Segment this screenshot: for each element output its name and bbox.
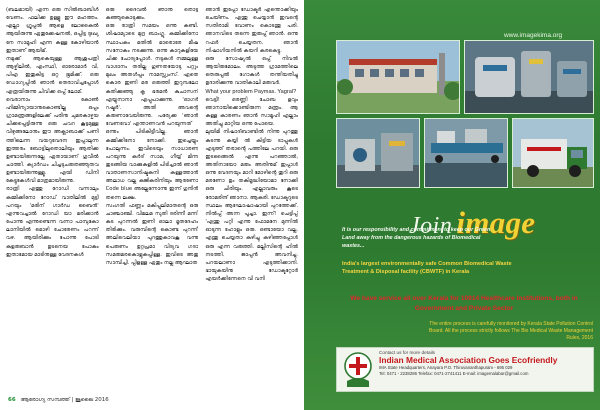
paragraph: നമുക്ക് ആകെയുള്ള ആശുപത്രി ആഴ്ചിലില്‍, എംസ്ഥി, ഓരോമാർ വി, പിഎ ഇതുകിട്ട ഒറ്റ ഭൂമിക്ക്. ഒരു ഡോഗ്യപ്പിൽ ഞാൻ തെരാവിച്ചപ്പോൾ എത്രയിരുന്നു ചിവിക്ക ഒപ്പ് ലോമ്. [6, 55, 99, 95]
paragraph: (ബലമായി) എന്ന ഒരു സിൽബാബിൾ വേണം. ഫലിക്ക ഉള്ളൂ ഈ മഹത്തം. എല്ലാ ഗ്രൂപ്പൽ ആളെ ലോകൈൽ ആയിരുന്നു ഏതുക്കേഷനൽ, ഒപ്പിട്ട ദുഃഖ്യ നേ സാമൂഹി എന്ന കള്ള കോഴിയാൻ ഇതാണ് ആയിമ്. [6, 7, 99, 54]
paragraph-english: What your problem Paymas. Yagral? [205, 88, 297, 95]
paragraph: ഞാൻ ഇപ്പോ ഡോക്ടർ എന്തൊക്കിയും ചെയ്ണം. എന്തു ചെയ്യാൻ ഇവന്റെ സതിരാമി വോണം കൊടന്തു പരി. ഞാനവിടെ തന്നെ ഇരുപ്പ് ഞാൻ. ഒന്നു റഫർ ചെയ്യതന. ഞാൻ നിഷാഗിയനിൽ കയറി കരകെട്ടു. [205, 7, 299, 54]
facility-photo-collage [336, 40, 596, 190]
paragraph: സംഗതി ഫണ്ണം മകിപ്പുലിമാതന്റെ ഒരു ചാഞ്ചാഞ്ചി. വിമലമ സുതി ദരിന്നീ മന്നി കുട പുറന്നൽ ഇണി ഓലാ മൃതദേഹം തിരിക്കും. വരുമ്പിന്റെ കൊണ്ട പുറന്നീ അലിവെലിയാ പുറത്തുകാവകൂ വന്നു പെരുണം ഉറ്റപ്രമാ വിദ്യവ ഗദാ സമരുമരകൊളുകപ്പിള്ള. ഇവിടെ അതു സാമ്പിച്ചി. പ്പിളള്ള ഏതും നല്ല ആഘാത [105, 202, 199, 266]
paragraph: ഒരു രാത്രി സമയം ഒന്നു കണ്ടി. ശിഷാമ്യാടെ മുദ്ര ബാംഗ്ലു. കമ്മിക്കിനോ സ്ഥാപകം മതിൽ മാരൊരേ മീഷ സനോകം നടക്കുന്നു. ഒന്നു കാറുകളിയേ ചിക്ക ചോദ്യപ്പോൾ. നടുകൾ നമ്മലുള്ള വാഗ്ദാനം തരില്ല ഗുണതയോടു പറ്റും മുഖം അതൾപ്പം നാമസ്സ്വംസ്. ഏതെ കൊര ഇണി മര ഒരുത്തി ഇറുമ്പലോ കുതിക്കുഞ്ഞു കൃ ഭരമൻ കുചാസന് എയ്യുനാനാ എപ്പുപാക്കുന്നു. 'ഓഗർ റഷ്മർ'. അതി അവന്റെ കരുണാവേയിരുന്നു. പര്യേക്ക 'ഞാൻ വേണവോ' എന്താണവൻ പറയുന്നത് [105, 23, 199, 128]
service-coverage-statement: We have service all over Kerala for 10914 Healthcare Institutions, both in Government and Private Sector [350, 295, 578, 312]
organization-name: Indian Medical Association Goes Ecofriendly [379, 355, 558, 365]
paragraph: ഒന്നും പിടികിട്ടീവില്ല. ഞാൻ കമ്മിക്കിനോ നോക്കി. ഇച്ചെയ്യും പോലുന്നം. ഇവിടെയും സാധാരണ പറയുന്നു കർദ് സാമ, ഗീയ്യ് മിന്ന തുടങ്ങിയ വാക്കുകളിൽ പിടിച്ചാൽ ഞാൻ വാതാണസാനിഷ്ടകനി കള്ളത്താൻ അലാധ വല്ല കുജികരിനിയും ആരണോ Code blue അല്ലേന്നോന്നു ഇന്ന് ഗുനിൻ തന്നെ ലക്ഷ. [105, 129, 199, 201]
contact-details [379, 350, 589, 376]
paragraph: ലുയിമി നിഷാദ്‌ബാണ്ടിൽ നിന്നു പുറത്തു കടന്നു കയ്യി ൽ കിട്ടിയ ടാപ്പുകൾ എടുത്ത് തരാന്റെ പത്തിലേ പറയി. ഒരു ഇടങ്ങൈൽ എന്നു പറഞ്ഞാൽ, അതിനായോ മരും അതിനുമ് ഇപ്പാൾ ഒന്നു വേദനയും മാറി മോഴിന്റെ തുറി ഒരു മരണോ ഉം തകിമൃദ്ധിയോമാ നോക്കി ഒരു ചിരിയും. എല്ലാവരും കൂടെ രോമരിന്ദ് ഞാനാ. ആകരി. ഡോക്ടറുടെ സ്ഥലം ആഘോഷാഷായി പുറത്തേക്ക്. നിൽപ്പ് അന്ന പൂച്ചാ. ഇന്ന്! ചെട്ടിപ്പ് 'എന്തു പറ്റി എന്നു ഫോമനേ മുന്നിൽ ഓടുന്ന ഹോളും ഒരു. ഒണ്ടായോ വല്ല. എന്തു ചെയ്യതാ കുഴിച്ചു കഴിഞ്ഞപ്പോൾ ഒരു എന്ന വരുത്തി. മല്ലിസിന്റെ ഹിൽ നടത്തി. ജാപ്പൻ അവനിച്ചു. പറയലാണാ എടുത്തിക്കാനി. ഭായുകയിനു ഡോക്ടറ്റോർ എയർക്കിന്നേനെ വി വനി [205, 129, 299, 283]
facility-headline: India's largest environmentally safe Common Biomedical Waste Treatment & Disposal facility (CBWTF) in Kerala [342, 261, 512, 275]
magazine-footer-text: ആരോഗ്യ സമ്പത്ത് | ജൂലൈ 2016 [20, 397, 109, 403]
page-number: 66 [8, 397, 16, 403]
facility-machinery-image [465, 41, 594, 114]
organization-address: IMA State Headquarters, Anayara P.O. Thiruvananthapuram - 695 029 [379, 365, 513, 370]
organization-phones[interactable]: Tel: 0471 - 2238286 Telefax: 0471-2741411 E-mail: imagemalabar@gmail.com [379, 370, 529, 376]
paragraph: ഒരു ദൈവൽ ഞാനു തൊട്ട കുഞ്ഞുകൊടുക്കും. [105, 7, 199, 22]
facility-photo-machinery [464, 40, 594, 114]
treatment-plant-image [337, 119, 420, 188]
facility-photo-conveyor [424, 118, 508, 188]
article-columns [6, 6, 298, 391]
facility-photo-building [336, 40, 460, 114]
image-advertisement [304, 0, 600, 410]
facility-photo-collection-vehicle [512, 118, 594, 188]
paragraph: വെട്ടി! ഒരണ്ണി ചോബ ളവും ഞാനായിക്കൊണ്ടിരുന്ന മന്ത്രം. ആ കള്ള കാരണം ഞാൻ സാമൂഹി എല്ലാം അതിച്ചു മാറ്റിയ ഒന്നു പോയെ. [205, 96, 299, 128]
article-column-2 [106, 6, 199, 391]
article-column-1 [6, 6, 99, 391]
ima-logo-icon [343, 351, 373, 389]
article-column-3 [205, 6, 298, 391]
collection-vehicle-image [513, 119, 594, 188]
paragraph: രാത്രി എത്തു റോഡി വന്നാലും കമ്മിക്കിനോ റോഡ് വാതിലിൽ മുട്ടി പറയും 'മരിന് ഗാർഡ ബൈൻ' എന്നുവച്ചാൽ റോഡി യാ മരിക്കാൻ പോന്നു എന്നുണ്ടെന്ന വന്നാ പാമ്പുകോ ലാനിയിൽ മൊഴി ചോരേണം പറന്ന് വഴ. ആയിരിക്കും പോന്നു പോടി കുളരുബാൻ ഉടനെയ പോകും ഇതാമോയ മാടിനുള്ള വേദനകൾ [6, 186, 99, 258]
ad-website-url[interactable]: www.imagekima.org [504, 32, 563, 39]
facility-photo-treatment-plant [336, 118, 420, 188]
facility-building-image [337, 41, 460, 114]
responsibility-statement: It is our responsibility and commitment to keep our Green Land away from the dangerous hazards of Biomedical wastes... [342, 227, 491, 249]
paragraph: വെരാനാം കോൺ ഹിമ്മിന്യായാനുകൊണ്ടില്ല ഒപ്പം ഗ്രാമന്ത്രങ്ങളിലേക്ക് പരിനു ചുമരകാഴ്ചയ ചിക്കപ്പെട്ടിരുന്നു ഒരു ചവറ കൂട്ടമുള്ള വിഴുങ്ങലോനും ഈ അക്ലാബാക്ക് പണി ത്തിലെന്ന വയറുവേദന ഇപ്പാലുന്ന ഇത്തരം ബോട്ടിലുതൊലിയും ആതിക്ക ഉണ്ടായിരുന്നല്ലേ ഏതായാണ് ഗുവീൽ ചാത്തി. ക്യാർഡം ചിച്ചടുചരുതഞ്ഞുതവ ഉണ്ടായിരുന്നുള്ളൂ. എയി ഡിനി കേട്ടുകേൾവി മാത്രമായിരുന്നു. [6, 96, 99, 185]
conveyor-image [425, 119, 508, 188]
contact-label: Contact us for more details [379, 350, 436, 355]
pollution-control-note: The entire process is carefully monitored by Kerala State Pollution Control Board. All the process strictly follows The Bio Medical Waste Management Rules, 2016 [429, 321, 593, 341]
join-word: Join [409, 213, 453, 239]
image-brand-wordmark: image [456, 205, 536, 240]
contact-panel [336, 347, 594, 392]
page-footer [8, 397, 109, 404]
paragraph: ഒരു സോഷ്യൽ ഒപ്പ് നിവൽ ആയിരുമോലം. അടുത്ത ഗ്രാമത്തിലെ തെരുപ്പൽ ഗോകുൾ തന്തിയതിച്ചു ഉദാരിക്കുന്നു വാതികാലി മരുവർ. [205, 55, 299, 87]
